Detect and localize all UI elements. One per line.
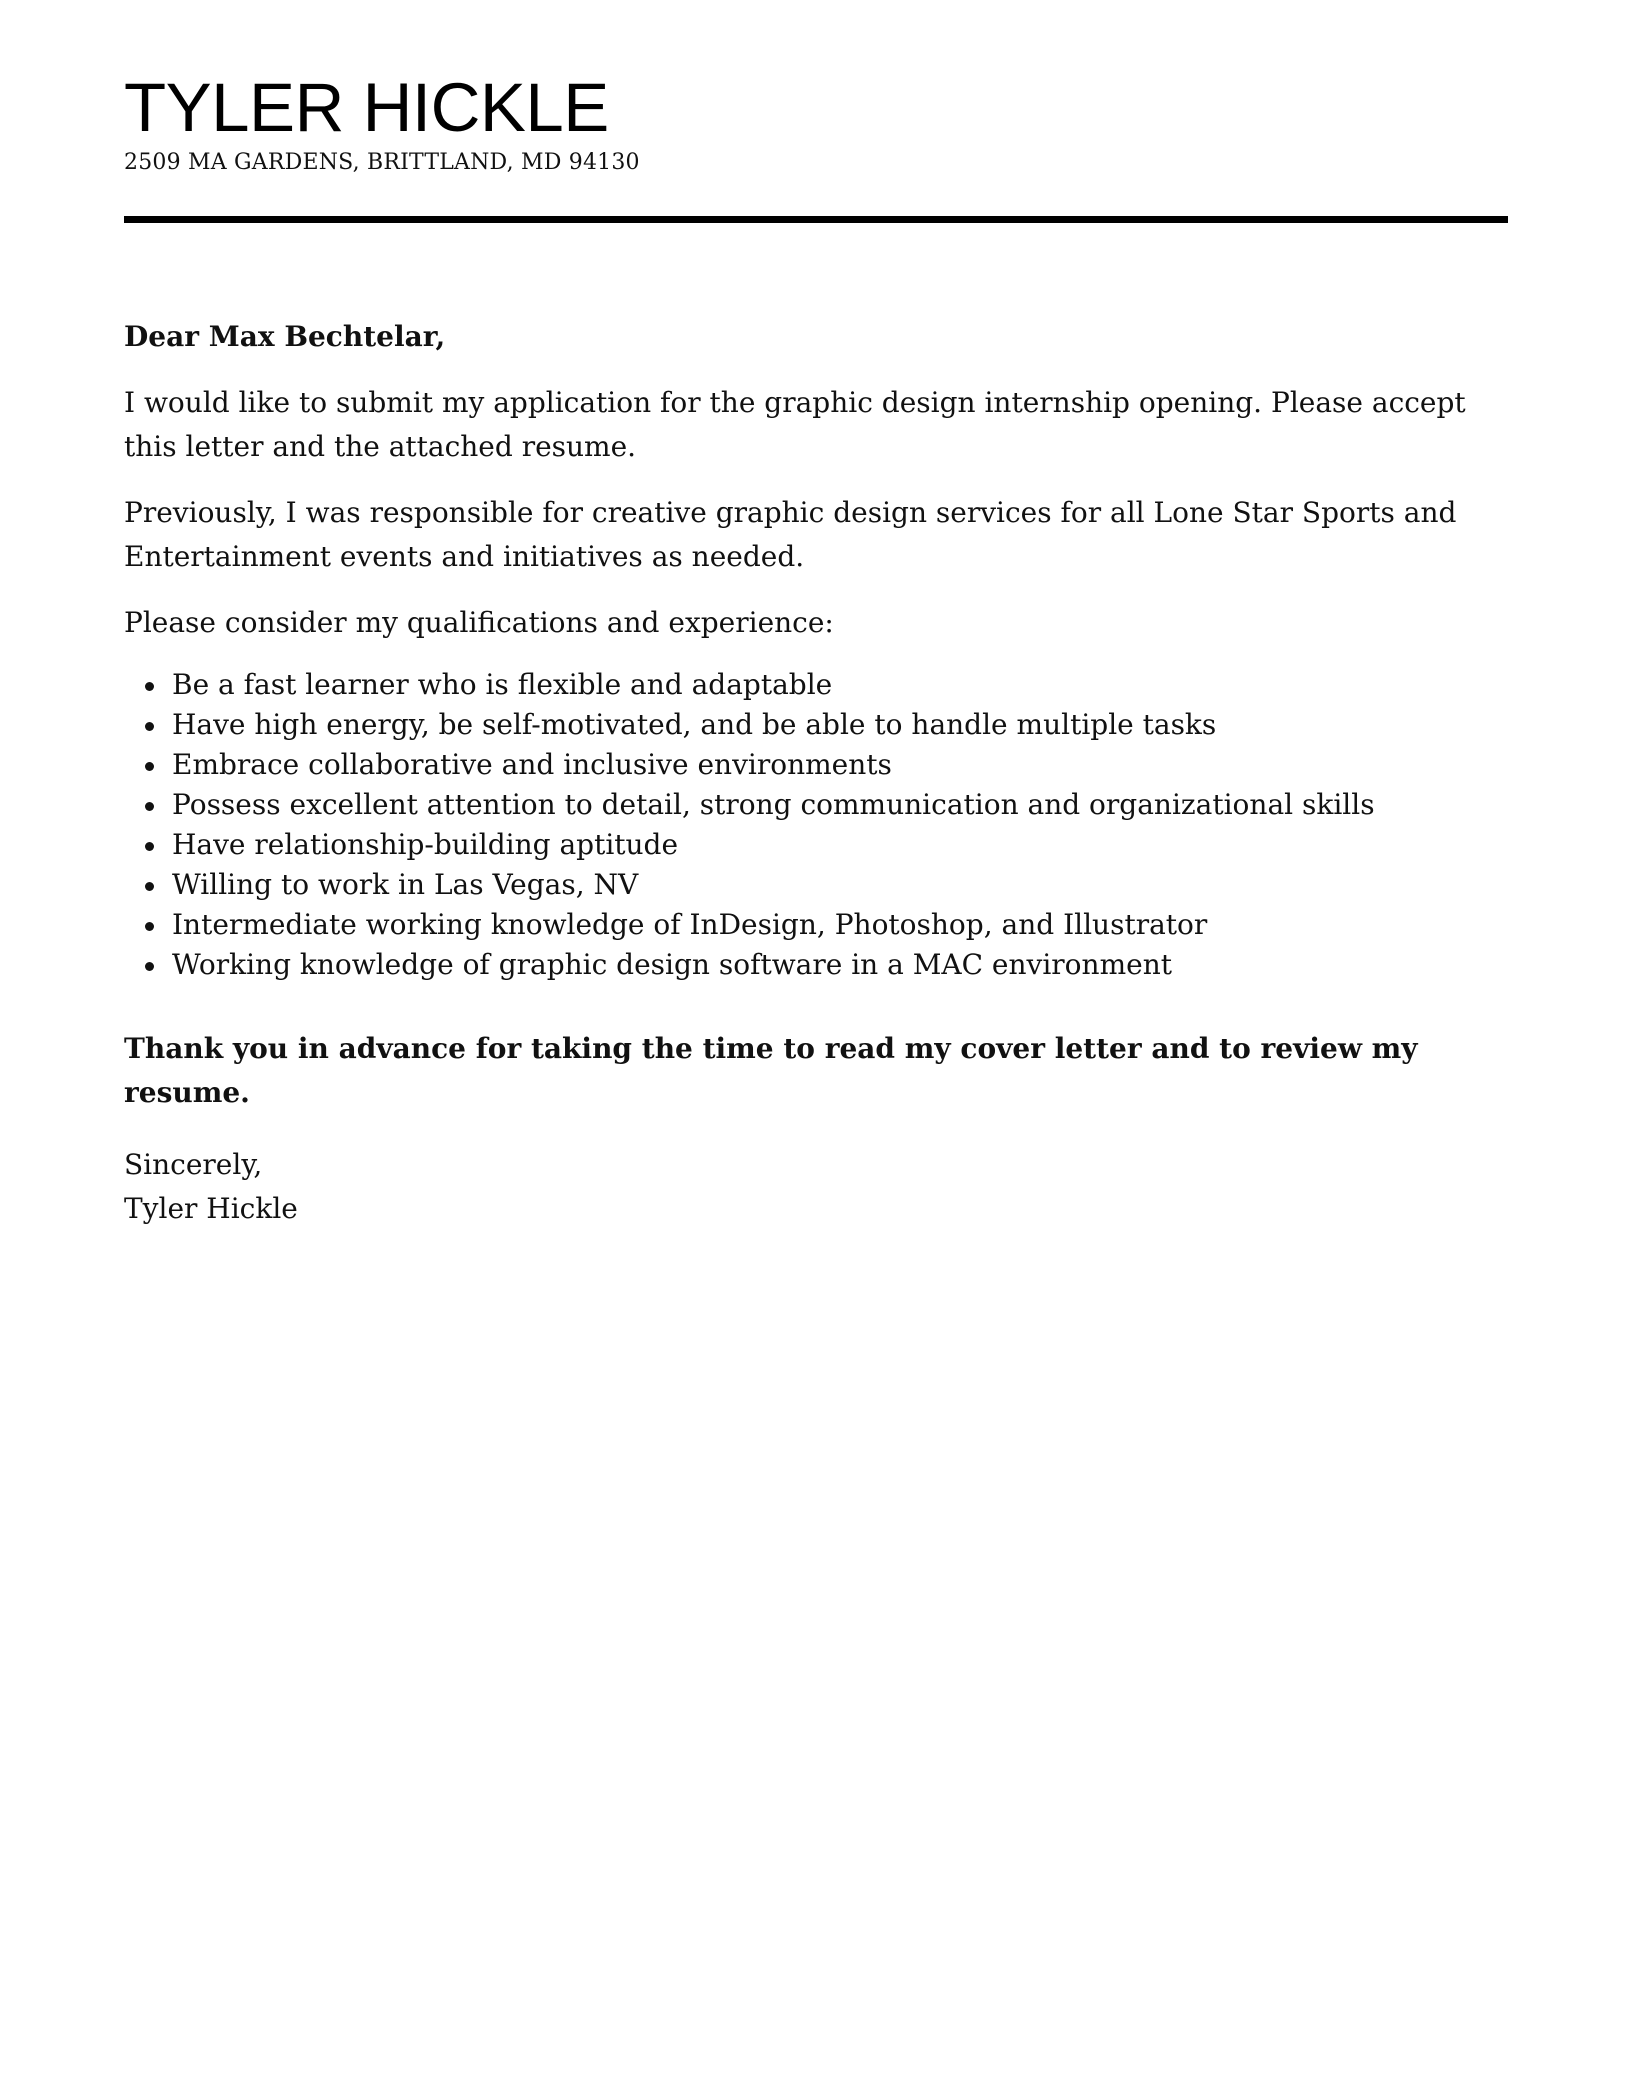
list-item-text: Willing to work in Las Vegas, NV (172, 868, 639, 901)
bullet-icon (145, 682, 154, 691)
list-item-text: Embrace collaborative and inclusive environments (172, 748, 892, 781)
letter-body (124, 315, 1508, 1231)
paragraph-intro: I would like to submit my application for the graphic design internship opening. Please accept this letter and the attached resume. (124, 386, 1466, 463)
bullet-icon (145, 802, 154, 811)
list-item (172, 785, 1508, 825)
list-item (172, 745, 1508, 785)
list-item-text: Working knowledge of graphic design software in a MAC environment (172, 948, 1172, 981)
list-item (172, 825, 1508, 865)
bullet-icon (145, 882, 154, 891)
bullet-icon (145, 922, 154, 931)
bullet-icon (145, 962, 154, 971)
list-item-text: Have high energy, be self-motivated, and be able to handle multiple tasks (172, 708, 1217, 741)
bullet-icon (145, 842, 154, 851)
signature-name: Tyler Hickle (124, 1192, 298, 1225)
cover-letter-page (124, 70, 1508, 1231)
list-item-text: Intermediate working knowledge of InDesign, Photoshop, and Illustrator (172, 908, 1208, 941)
list-item (172, 945, 1508, 985)
list-item (172, 905, 1508, 945)
list-item (172, 705, 1508, 745)
paragraph-qualifications-intro: Please consider my qualifications and experience: (124, 606, 834, 639)
signoff-block (124, 1143, 1508, 1231)
list-item-text: Have relationship-building aptitude (172, 828, 679, 861)
list-item (172, 665, 1508, 705)
salutation: Dear Max Bechtelar, (124, 320, 446, 353)
closing-statement: Thank you in advance for taking the time to read my cover letter and to review my resume. (124, 1032, 1418, 1109)
paragraph-experience: Previously, I was responsible for creative graphic design services for all Lone Star Sports and Entertainment events and initiatives as needed. (124, 496, 1457, 573)
list-item (172, 865, 1508, 905)
bullet-icon (145, 722, 154, 731)
qualifications-list (124, 665, 1508, 985)
bullet-icon (145, 762, 154, 771)
list-item-text: Be a fast learner who is flexible and adaptable (172, 668, 833, 701)
signoff-text: Sincerely, (124, 1148, 263, 1181)
list-item-text: Possess excellent attention to detail, strong communication and organizational skills (172, 788, 1375, 821)
header-divider (124, 216, 1508, 223)
applicant-name: TYLER HICKLE (124, 69, 609, 146)
applicant-address: 2509 MA GARDENS, BRITTLAND, MD 94130 (124, 150, 640, 175)
